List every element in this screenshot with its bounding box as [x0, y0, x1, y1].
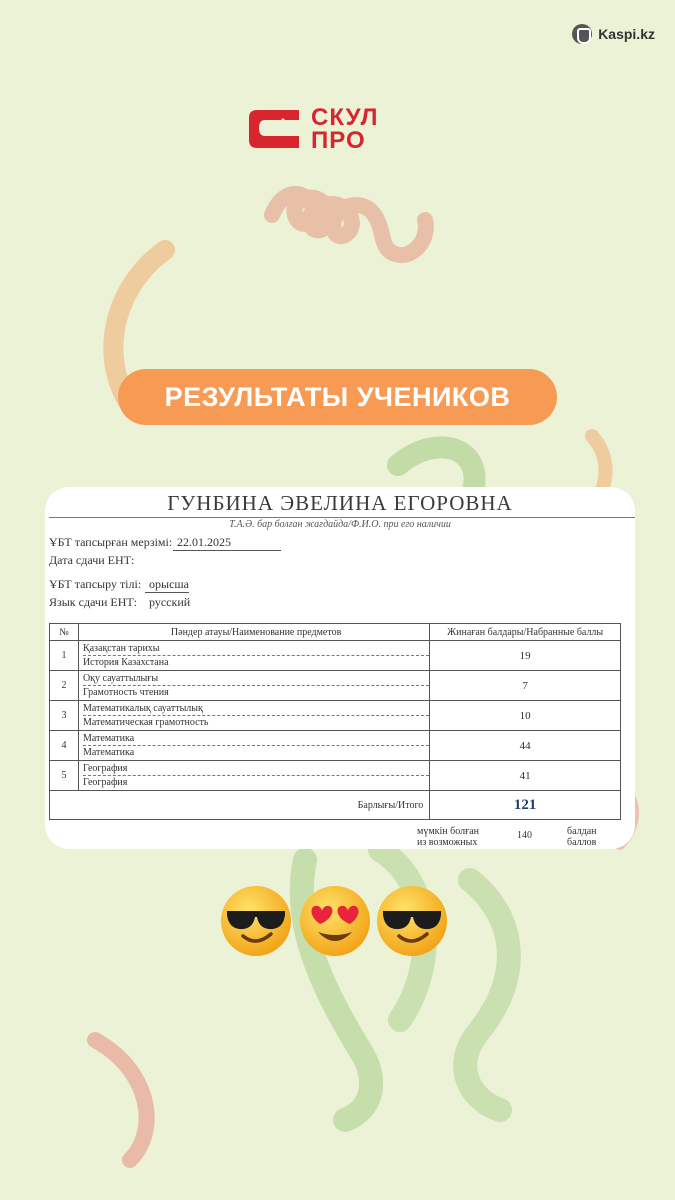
subject-kz: Оқу сауаттылығы [83, 671, 429, 686]
table-row [50, 761, 621, 791]
subject-cell [78, 731, 429, 761]
logo-line-1: СКУЛ [311, 104, 379, 131]
score-cell: 41 [430, 761, 621, 791]
exam-language-ru: русский [149, 595, 191, 609]
subject-ru: Грамотность чтения [82, 687, 169, 698]
row-number: 5 [50, 761, 79, 791]
subject-ru: История Казахстана [82, 657, 169, 668]
subject-cell [78, 671, 429, 701]
total-score: 121 [430, 791, 621, 820]
sunglasses-face-icon [375, 884, 449, 958]
row-number: 3 [50, 701, 79, 731]
date-label-kz: ҰБТ тапсырған мерзімі: [49, 535, 173, 549]
table-row [50, 701, 621, 731]
possible-value: 140 [517, 830, 532, 841]
results-table [49, 623, 621, 820]
score-cell: 7 [430, 671, 621, 701]
subject-ru: Математика [82, 747, 135, 758]
points-label [567, 826, 596, 848]
row-number: 2 [50, 671, 79, 701]
subject-cell [78, 701, 429, 731]
sunglasses-face-icon [219, 884, 293, 958]
table-header-row [50, 624, 621, 641]
school-logo-mark-icon [247, 104, 305, 154]
score-cell: 10 [430, 701, 621, 731]
header-number: № [50, 624, 79, 641]
results-certificate [45, 487, 635, 849]
logo-line-2: ПРО [311, 127, 366, 154]
date-label-ru: Дата сдачи ЕНТ: [49, 553, 135, 567]
subject-kz: Қазақстан тарихы [83, 641, 429, 656]
subject-kz: Математика [83, 731, 429, 746]
row-number: 1 [50, 641, 79, 671]
school-logo-text [311, 106, 378, 152]
title-divider [49, 517, 635, 518]
total-label: Барлығы/Итого [50, 791, 430, 820]
subject-cell [78, 641, 429, 671]
table-row [50, 641, 621, 671]
possible-ru: из возможных [417, 837, 478, 848]
lang-label-kz: ҰБТ тапсыру тілі: [49, 577, 142, 591]
exam-language-kz: орысша [145, 577, 189, 593]
subject-cell [78, 761, 429, 791]
name-note: Т.А.Ә. бар болған жағдайда/Ф.И.О. при его наличии [229, 519, 451, 530]
subject-ru: Математическая грамотность [82, 717, 209, 728]
kaspi-logo-icon [572, 24, 592, 44]
results-banner: РЕЗУЛЬТАТЫ УЧЕНИКОВ [118, 369, 557, 425]
possible-kz: мүмкін болған [417, 826, 479, 837]
row-number: 4 [50, 731, 79, 761]
table-row [50, 671, 621, 701]
kaspi-watermark [572, 24, 655, 44]
total-row [50, 791, 621, 820]
subject-ru: География [82, 777, 128, 788]
points-kz: балдан [567, 826, 597, 837]
header-subjects: Пәндер атауы/Наименование предметов [78, 624, 429, 641]
table-row [50, 731, 621, 761]
student-name: ГУНБИНА ЭВЕЛИНА ЕГОРОВНА [167, 491, 513, 515]
score-cell: 19 [430, 641, 621, 671]
heart-eyes-face-icon [298, 884, 372, 958]
header-scores: Жинаған балдары/Набранные баллы [430, 624, 621, 641]
subject-kz: Математикалық сауаттылық [83, 701, 429, 716]
points-ru: баллов [567, 837, 597, 848]
possible-label [417, 826, 479, 848]
lang-label-ru: Язык сдачи ЕНТ: [49, 595, 138, 609]
kaspi-label: Kaspi.kz [598, 26, 655, 42]
score-cell: 44 [430, 731, 621, 761]
exam-date: 22.01.2025 [173, 535, 281, 551]
subject-kz: География [83, 761, 429, 776]
school-logo [247, 104, 378, 154]
